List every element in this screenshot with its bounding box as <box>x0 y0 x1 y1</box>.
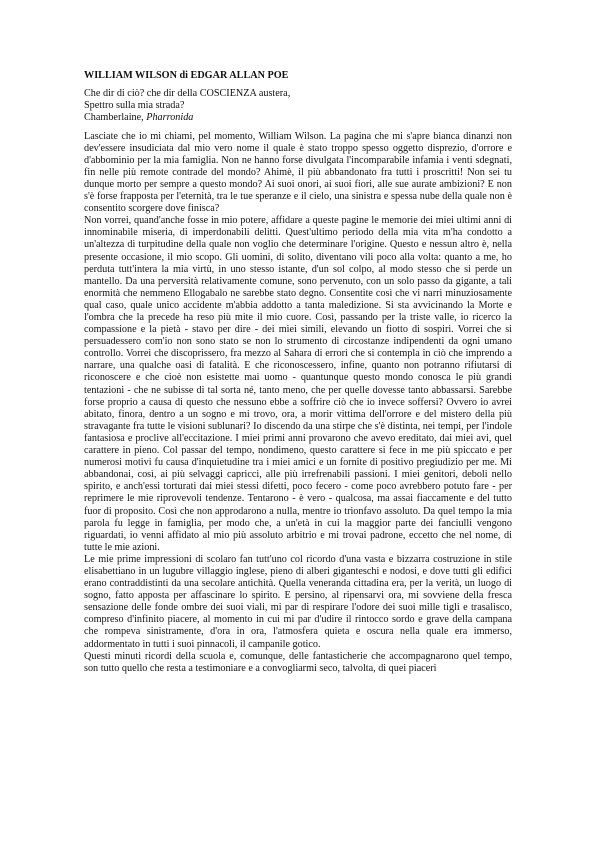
epigraph <box>84 88 512 125</box>
paragraph-2: Non vorrei, quand'anche fosse in mio potere, affidare a queste pagine le memorie dei miei ultimi anni di innominabile miseria, di imperdonabili delitti. Quest'ultimo periodo della mia vita m'ha condotto a un'altezza di turpitudine della quale non voglio che determinare l'origine. Questo e nessun altro è, nella presente occasione, il mio scopo. Gli uomini, di solito, diventano vili poco alla volta: quanto a me, ho perduta tutt'intera la mia virtù, in uno stesso istante, d'un sol colpo, al modo stesso che si perde un mantello. Da una perversità relativamente comune, sono pervenuto, con un solo passo da gigante, a tali enormità che nemmeno Ellogabalo ne sarebbe stato degno. Consentite così che vi narri minuziosamente qual caso, quale unico accidente m'abbia addotto a tanta maledizione. Si sta avvicinando la Morte e l'ombra che la precede ha reso più mite il mio cuore. Così, passando per la triste valle, io ricerco la compassione e la pietà - stavo per dire - dei miei simili, elevando un fiotto di sospiri. Vorrei che si persuadessero com'io non sono stato se non lo strumento di circostanze indipendenti da ogni umano controllo. Vorrei che discoprissero, fra mezzo al Sahara di errori che si contempla in ciò che imprendo a narrare, una qualche oasi di fatalità. E che riconoscessero, infine, quanto non potranno rifiutarsi di riconoscere e che cioè non esistette mai uomo - quantunque questo mondo conosca le più grandi tentazioni - che ne subisse di tal sorta né, tanto meno, che per quelle dovesse tanto abbassarsi. Sarebbe forse proprio a causa di questo che nessuno ebbe a soffrire ciò che io invece soffersi? Ovvero io avrei abitato, finora, dentro a un sogno e mi trovo, ora, a morir vittima dell'orrore e del mistero della più stravagante fra tutte le visioni sublunari? Io discendo da una stirpe che s'è distinta, nei tempi, per l'indole fantasiosa e proclive all'eccitazione. I miei primi anni provarono che avevo ereditato, dai miei avi, quel carattere in pieno. Col passar del tempo, nondimeno, questo carattere si fece in me più spiccato e per numerosi motivi fu causa d'inquietudine tra i miei amici e un fornite di positivo pregiudizio per me. Mi abbandonai, così, ai più selvaggi capricci, alle più irrefrenabili passioni. I miei genitori, deboli nello spirito, e anch'essi torturati dai miei stessi difetti, poco fecero - come poco avrebbero potuto fare - per reprimere le mie riprovevoli tendenze. Tentarono - è vero - qualcosa, ma assai fiaccamente e del tutto fuor di proposito. Così che non approdarono a nulla, mentre io trionfavo assoluto. Da quel tempo la mia parola fu legge in famiglia, per modo che, a un'età in cui la maggior parte dei fanciulli vengono riguardati, io venni affidato al mio più assoluto arbitrio e mi trovai padrone, eccetto che nel nome, di tutte le mie azioni. <box>84 215 512 553</box>
paragraph-1: Lasciate che io mi chiami, pel momento, William Wilson. La pagina che mi s'apre bianca dinanzi non dev'essere insudiciata dal mio vero nome il quale è stato troppo spesso oggetto disprezio, d'orrore e d'abbominio per la mia famiglia. Non ne hanno forse divulgata l'incomparabile infamia i venti sdegnati, fin nelle più remote contrade del mondo? Ahimè, il più abbandonato fra tutti i proscritti! Non sei tu dunque morto per sempre a questo mondo? Ai suoi onori, ai suoi fiori, alle sue aurate ambizioni? E non s'è forse frapposta per l'eternità, tra le tue speranze e il cielo, una sinistra e spessa nube della quale non è consentito scorgere dove finisca? <box>84 130 512 215</box>
document-title: WILLIAM WILSON di EDGAR ALLAN POE <box>84 70 289 81</box>
epigraph-line-2: Spettro sulla mia strada? <box>84 100 185 112</box>
epigraph-work: Pharronida <box>146 112 194 124</box>
paragraph-4: Questi minuti ricordi della scuola e, comunque, delle fantasticherie che accompagnarono quel tempo, son tutto quello che resta a testimoniare e a convogliarmi seco, talvolta, di quei piaceri <box>84 650 512 674</box>
epigraph-author: Chamberlaine, <box>84 112 147 124</box>
epigraph-line-1: Che dir di ciò? che dir della COSCIENZA austera, <box>84 88 291 99</box>
document-page <box>84 70 512 675</box>
paragraph-3: Le mie prime impressioni di scolaro fan tutt'uno col ricordo d'una vasta e bizzarra costruzione in stile elisabettiano in un lugubre villaggio inglese, pieno di alberi giganteschi e nodosi, e dove tutti gli edifici erano contraddistinti da una secolare antichità. Quella veneranda cittadina era, per la verità, un luogo di sogno, fatto apposta per affascinare lo spirito. E persino, al ripensarvi ora, mi sovviene della fresca sensazione delle fonde ombre dei suoi viali, mi par di respirare l'odore dei suoi mille tigli e trasalisco, compreso d'infinito piacere, al momento in cui mi par d'udire il rintocco sordo e grave della campana che rompeva sinistramente, d'ora in ora, l'atmosfera quieta e oscura nella quale era immerso, addormentato in tutti i suoi pinnacoli, il campanile gotico. <box>84 553 512 650</box>
epigraph-attribution <box>84 112 512 124</box>
